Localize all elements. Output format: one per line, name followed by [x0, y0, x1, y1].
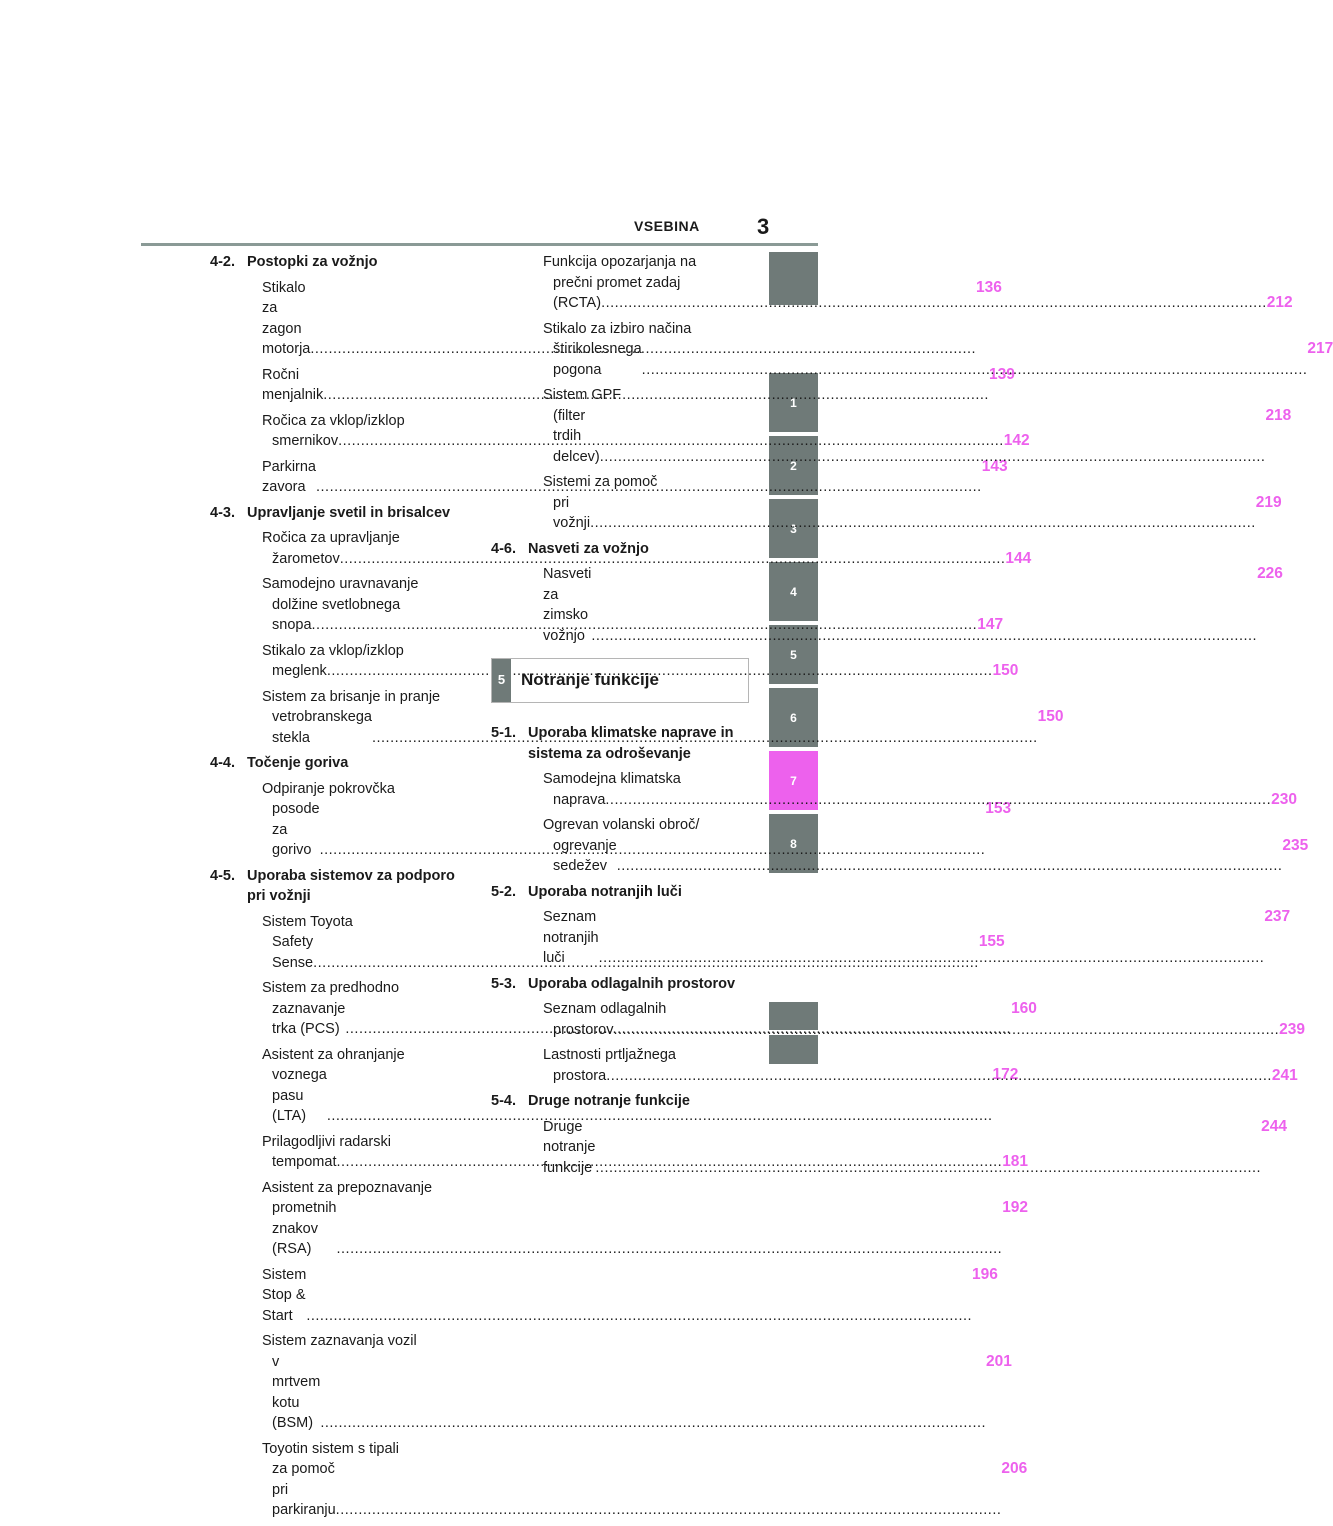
page-link[interactable]: 212: [1266, 294, 1293, 311]
leader: [590, 493, 1256, 534]
page-link[interactable]: 218: [1265, 406, 1292, 424]
page-link[interactable]: 235: [1282, 836, 1309, 854]
toc-entry-line: [262, 528, 468, 549]
toc-entry-text: Odpiranje pokrovčka: [262, 780, 395, 797]
toc-entry-text: Stikalo za zagon motorja: [262, 279, 311, 357]
toc-entry-line: [262, 978, 468, 999]
section-heading[interactable]: [491, 539, 749, 560]
leader-dots: [591, 626, 1257, 647]
section-heading[interactable]: [491, 1091, 749, 1112]
toc-entry-text: Stikalo za vklop/izklop: [262, 642, 404, 659]
chapter-tab[interactable]: 3: [769, 499, 818, 558]
toc-entry-line: [262, 1132, 468, 1153]
section-heading[interactable]: [210, 252, 468, 273]
toc-entry-text: prometnih znakov (RSA): [272, 1200, 337, 1257]
toc-entry-line: [543, 836, 1309, 877]
toc-entry-text: Asistent za ohranjanje: [262, 1046, 405, 1063]
toc-entry-text: naprava: [553, 791, 606, 808]
toc-entry-text: Sistemi za pomoč: [543, 474, 658, 490]
toc-entry-line: [543, 472, 749, 493]
chapter-tab[interactable]: 7: [769, 751, 818, 810]
toc-entry-line: [262, 411, 468, 432]
toc-entry-text: prostora: [553, 1067, 607, 1084]
section-heading[interactable]: [210, 866, 468, 907]
toc-entry-text: Samodejno uravnavanje: [262, 576, 419, 592]
toc-entry-line: [543, 815, 749, 836]
toc-entry-text: štirikolesnega pogona: [553, 341, 642, 378]
section-title: Uporaba klimatske naprave in sistema za odroševanje: [528, 725, 734, 762]
toc-entry-text: prostorov: [553, 1021, 614, 1038]
leader-dots: [606, 1066, 1272, 1087]
toc-entry-text: Nasveti za zimsko vožnjo: [543, 566, 592, 644]
toc-entry-text: Asistent za prepoznavanje: [262, 1179, 433, 1196]
page-link[interactable]: 219: [1255, 493, 1282, 511]
section-number: 5-4.: [491, 1093, 516, 1109]
toc-entry-text: Samodejna klimatska: [543, 771, 681, 787]
toc-entry-text: Sistem za brisanje in pranje: [262, 688, 441, 705]
section-number: 4-4.: [210, 755, 235, 771]
toc-entry-text: smernikov: [272, 433, 339, 449]
leader-dots: [320, 1413, 986, 1434]
toc-entry-line: [543, 273, 749, 294]
toc-entry-text: snopa: [272, 617, 312, 633]
leader-dots: [605, 790, 1271, 811]
toc-entry-text: Druge notranje funkcije: [543, 1118, 596, 1176]
toc-entry-line: [543, 319, 749, 340]
toc-entry-text: Ročni menjalnik: [262, 366, 324, 403]
toc-entry-text: Toyotin sistem s tipali: [262, 1440, 399, 1457]
toc-entry-line: [262, 641, 468, 662]
toc-entry-text: meglenk: [272, 663, 327, 679]
leader-dots: [336, 1500, 1002, 1521]
toc-entry-text: (RCTA): [553, 295, 602, 311]
toc-entry-line: [262, 574, 468, 595]
chapter-tab[interactable]: 8: [769, 814, 818, 873]
toc-entry[interactable]: [210, 1265, 998, 1327]
toc-entry-line: [543, 385, 749, 406]
page-link[interactable]: 172: [992, 1066, 1019, 1083]
toc-entry-text: Stikalo za izbiro načina: [543, 320, 692, 337]
toc-entry-text: dolžine svetlobnega: [272, 596, 401, 613]
toc-entry-text: ogrevanje sedežev: [553, 837, 617, 874]
section-heading[interactable]: [491, 723, 749, 764]
section-title: Upravljanje svetil in brisalcev: [247, 504, 451, 521]
leader-dots: [595, 1158, 1261, 1179]
section-title: Uporaba sistemov za podporo pri vožnji: [247, 867, 455, 904]
page-link[interactable]: 201: [986, 1352, 1012, 1370]
leader-dots: [601, 293, 1267, 314]
page-link[interactable]: 150: [992, 662, 1019, 679]
toc-entry-text: prečni promet zadaj: [553, 274, 681, 291]
toc-entry-line: [262, 1178, 468, 1199]
toc-entry-line: [543, 252, 749, 273]
toc-entry-text: Sistem zaznavanja vozil: [262, 1333, 417, 1349]
chapter-tab[interactable]: 5: [769, 625, 818, 684]
toc-entry-text: Sistem Stop & Start: [262, 1266, 307, 1324]
toc-entry-text: Ogrevan volanski obroč/: [543, 817, 700, 833]
chapter-tab[interactable]: 6: [769, 688, 818, 747]
section-heading[interactable]: [491, 974, 749, 995]
toc-entry-line: [262, 912, 468, 933]
chapter-tab[interactable]: 1: [769, 373, 818, 432]
toc-entry-line: [543, 293, 1293, 314]
page-link[interactable]: 181: [1002, 1153, 1029, 1170]
leader: [595, 1117, 1261, 1179]
toc-entry-line: [543, 1020, 1306, 1041]
chapter-number: 5: [492, 659, 511, 702]
page-link[interactable]: 244: [1261, 1117, 1287, 1135]
toc-entry-line: [262, 1459, 1028, 1521]
leader-dots: [306, 1306, 972, 1327]
leader-dots: [599, 948, 1265, 969]
toc-entry-text: zaznavanje trka (PCS): [272, 1000, 346, 1037]
toc-entry-text: vetrobranskega stekla: [272, 709, 372, 746]
toc-entry-line: [262, 687, 468, 708]
leader-dots: [336, 1239, 1002, 1260]
section-heading[interactable]: [210, 503, 468, 524]
leader: [591, 564, 1257, 646]
toc-entry-line: [262, 615, 1004, 636]
leader-dots: [613, 1020, 1279, 1041]
page-link[interactable]: 142: [1003, 432, 1030, 449]
section-number: 4-2.: [210, 254, 235, 270]
toc-entry[interactable]: [210, 1439, 1028, 1521]
page-link[interactable]: 217: [1307, 340, 1333, 357]
section-heading[interactable]: [210, 753, 468, 774]
toc-entry-line: [262, 595, 468, 616]
chapter-title: Notranje funkcije: [521, 670, 659, 690]
toc-entry[interactable]: [491, 815, 1309, 877]
leader: [599, 907, 1265, 969]
toc-entry-text: Sistem GPF: [543, 387, 622, 403]
leader: [613, 1020, 1279, 1041]
section-number: 4-3.: [210, 504, 235, 521]
leader: [605, 790, 1271, 811]
page-number: 3: [757, 214, 770, 239]
toc-entry-text: Prilagodljivi radarski: [262, 1133, 391, 1150]
toc-entry-text: Safety Sense: [272, 934, 314, 971]
chapter-tab[interactable]: 2: [769, 436, 818, 495]
section-title: Uporaba notranjih luči: [528, 883, 682, 900]
page-link[interactable]: 143: [981, 457, 1008, 475]
chapter-heading: [491, 658, 749, 703]
toc-entry-line: [262, 1152, 1029, 1173]
toc-entry-text: Ročica za vklop/izklop: [262, 412, 405, 429]
toc-entry-line: [262, 1265, 998, 1327]
section-title: Točenje goriva: [247, 755, 349, 771]
page-link[interactable]: 237: [1264, 908, 1291, 925]
toc-entry-text: Ročica za upravljanje: [262, 530, 400, 546]
toc-entry-line: [262, 1045, 468, 1066]
section-title: Uporaba odlagalnih prostorov: [528, 975, 736, 992]
toc-entry-line: [262, 1331, 468, 1352]
section-number: 5-2.: [491, 883, 516, 900]
toc-entry[interactable]: [210, 1331, 1012, 1434]
toc-entry-text: Seznam notranjih luči: [543, 909, 599, 966]
page-link[interactable]: 136: [976, 278, 1002, 296]
page-link[interactable]: 153: [985, 800, 1012, 817]
toc-entry-text: Sistem Toyota: [262, 913, 353, 930]
leader: [606, 1066, 1272, 1087]
leader-dots: [600, 447, 1266, 468]
toc-entry[interactable]: [210, 1178, 1029, 1260]
toc-entry-line: [262, 549, 1032, 570]
leader: [600, 406, 1266, 468]
section-number: 5-3.: [491, 975, 516, 992]
page-link[interactable]: 206: [1001, 1460, 1028, 1477]
section-title: Druge notranje funkcije: [528, 1093, 690, 1109]
section-number: 5-1.: [491, 725, 516, 741]
leader-dots: [590, 513, 1256, 534]
page-link[interactable]: 226: [1257, 565, 1283, 582]
toc-entry-line: [543, 999, 749, 1020]
toc-entry-line: [543, 769, 749, 790]
toc-entry-line: [262, 431, 1030, 452]
toc-entry-text: (filter trdih delcev): [553, 407, 600, 465]
page-link[interactable]: 239: [1279, 1020, 1306, 1038]
section-heading[interactable]: [491, 882, 749, 903]
leader: [617, 836, 1283, 877]
page-link[interactable]: 241: [1271, 1066, 1298, 1084]
toc-entry-text: Funkcija opozarjanja na: [543, 254, 697, 270]
toc-entry-line: [262, 1439, 468, 1460]
page-link[interactable]: 147: [977, 616, 1004, 633]
leader-dots: [617, 856, 1283, 877]
toc-entry-text: žarometov: [272, 550, 340, 567]
leader: [336, 1198, 1002, 1260]
toc-entry-text: voznega pasu (LTA): [272, 1067, 327, 1124]
page-link[interactable]: 144: [1005, 549, 1032, 567]
leader: [642, 339, 1308, 380]
toc-entry-text: Sistem za predhodno: [262, 980, 400, 996]
section-number: 4-5.: [210, 867, 235, 884]
toc-entry-line: [543, 493, 1282, 534]
toc-entry-text: v mrtvem kotu (BSM): [272, 1353, 321, 1431]
leader-dots: [642, 360, 1308, 381]
header-rule: [141, 243, 818, 246]
toc-entry-line: [262, 1198, 1029, 1260]
header-title: VSEBINA: [634, 218, 700, 234]
toc-entry-line: [262, 779, 468, 800]
leader: [336, 1459, 1002, 1521]
page-link[interactable]: 150: [1037, 708, 1064, 725]
toc-entry-line: [262, 1352, 1012, 1434]
toc-entry-text: za pomoč pri parkiranju: [272, 1461, 336, 1518]
toc-entry-text: Seznam odlagalnih: [543, 1001, 667, 1017]
page-link[interactable]: 139: [988, 365, 1015, 383]
leader: [601, 293, 1267, 314]
chapter-tab[interactable]: 4: [769, 562, 818, 621]
section-title: Nasveti za vožnjo: [528, 540, 649, 557]
page-link[interactable]: 160: [1011, 999, 1037, 1017]
leader: [306, 1265, 972, 1327]
toc-entry-text: tempomat: [272, 1154, 337, 1170]
toc-entry-text: pri vožnji: [553, 494, 591, 531]
leader: [320, 1352, 986, 1434]
toc-entry-text: Lastnosti prtljažnega: [543, 1047, 676, 1063]
page-link[interactable]: 155: [978, 933, 1005, 950]
toc-entry[interactable]: [491, 472, 1282, 534]
page-link[interactable]: 230: [1271, 790, 1297, 808]
section-number: 4-6.: [491, 540, 516, 557]
toc-entry-text: Parkirna zavora: [262, 458, 316, 495]
section-title: Postopki za vožnjo: [247, 254, 378, 270]
page-link[interactable]: 196: [972, 1265, 998, 1283]
toc-entry-text: posode za gorivo: [272, 801, 320, 858]
page-link[interactable]: 192: [1002, 1199, 1029, 1216]
toc-entry-line: [543, 1045, 749, 1066]
